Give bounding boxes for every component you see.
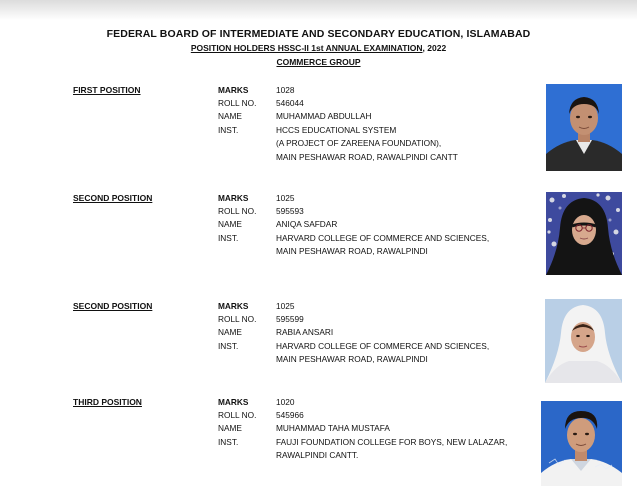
inst-line: FAUJI FOUNDATION COLLEGE FOR BOYS, NEW LALAZAR, — [276, 437, 508, 447]
position-title: SECOND POSITION — [73, 301, 153, 311]
name-label: NAME — [218, 111, 242, 121]
name-label: NAME — [218, 327, 242, 337]
name-value: MUHAMMAD ABDULLAH — [276, 111, 372, 121]
exam-year: , 2022 — [422, 43, 447, 53]
inst-line: MAIN PESHAWAR ROAD, RAWALPINDI CANTT — [276, 152, 458, 162]
marks-label: MARKS — [218, 85, 249, 95]
roll-label: ROLL NO. — [218, 98, 257, 108]
inst-line: RAWALPINDI CANTT. — [276, 450, 359, 460]
marks-value: 1025 — [276, 193, 295, 203]
roll-label: ROLL NO. — [218, 410, 257, 420]
inst-label: INST. — [218, 125, 239, 135]
marks-value: 1020 — [276, 397, 295, 407]
roll-label: ROLL NO. — [218, 314, 257, 324]
exam-title-text: POSITION HOLDERS HSSC-II 1st ANNUAL EXAMINATION — [190, 43, 423, 53]
roll-value: 595593 — [276, 206, 304, 216]
name-value: ANIQA SAFDAR — [276, 219, 338, 229]
position-title: SECOND POSITION — [73, 193, 153, 203]
student-photo — [546, 192, 622, 275]
inst-line: HCCS EDUCATIONAL SYSTEM — [276, 125, 397, 135]
exam-title — [0, 43, 637, 53]
inst-label: INST. — [218, 437, 239, 447]
roll-label: ROLL NO. — [218, 206, 257, 216]
marks-value: 1025 — [276, 301, 295, 311]
inst-label: INST. — [218, 233, 239, 243]
name-label: NAME — [218, 423, 242, 433]
roll-value: 545966 — [276, 410, 304, 420]
marks-label: MARKS — [218, 301, 249, 311]
roll-value: 546044 — [276, 98, 304, 108]
student-photo — [545, 299, 622, 383]
marks-label: MARKS — [218, 397, 249, 407]
inst-line: HARVARD COLLEGE OF COMMERCE AND SCIENCES, — [276, 341, 490, 351]
group-title: COMMERCE GROUP — [276, 57, 361, 67]
name-value: MUHAMMAD TAHA MUSTAFA — [276, 423, 390, 433]
marks-value: 1028 — [276, 85, 295, 95]
inst-label: INST. — [218, 341, 239, 351]
position-title: FIRST POSITION — [73, 85, 141, 95]
student-photo — [541, 401, 622, 486]
inst-line: MAIN PESHAWAR ROAD, RAWALPINDI — [276, 246, 428, 256]
board-title: FEDERAL BOARD OF INTERMEDIATE AND SECONDARY EDUCATION, ISLAMABAD — [106, 28, 531, 40]
inst-line: (A PROJECT OF ZAREENA FOUNDATION), — [276, 138, 442, 148]
viewer-top-bar — [0, 0, 637, 20]
roll-value: 595599 — [276, 314, 304, 324]
name-label: NAME — [218, 219, 242, 229]
marks-label: MARKS — [218, 193, 249, 203]
inst-line: HARVARD COLLEGE OF COMMERCE AND SCIENCES, — [276, 233, 490, 243]
position-title: THIRD POSITION — [73, 397, 142, 407]
student-photo — [546, 84, 622, 171]
name-value: RABIA ANSARI — [276, 327, 334, 337]
inst-line: MAIN PESHAWAR ROAD, RAWALPINDI — [276, 354, 428, 364]
